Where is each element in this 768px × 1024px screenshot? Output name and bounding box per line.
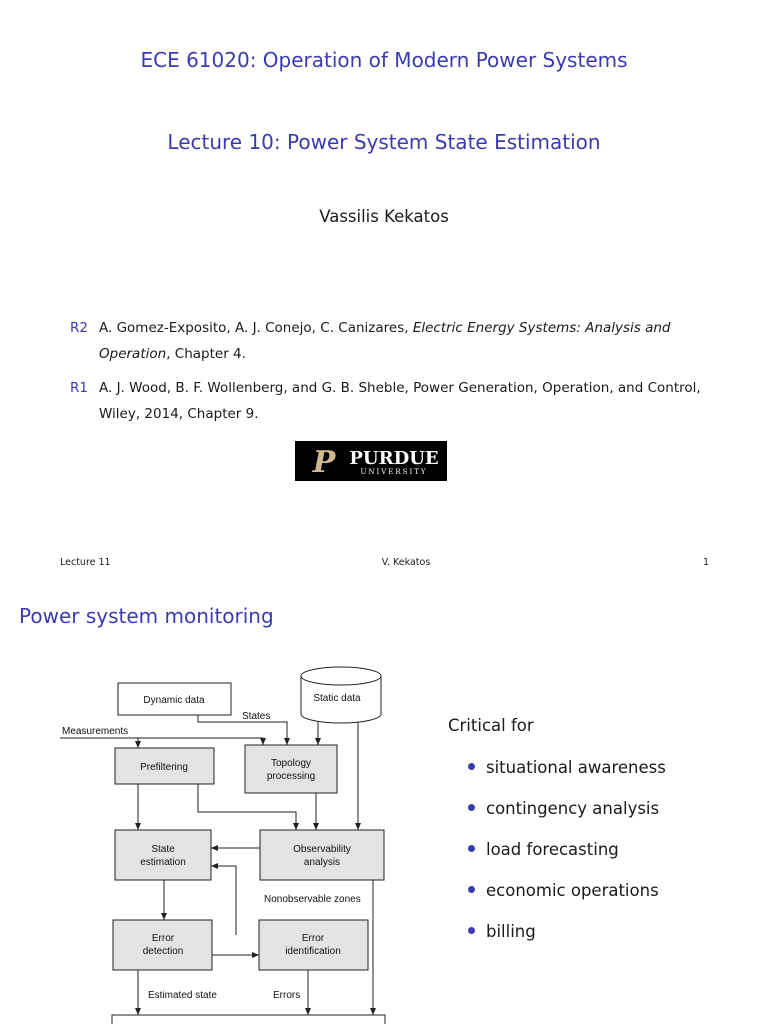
course-title: ECE 61020: Operation of Modern Power Systems: [140, 48, 628, 72]
list-item: economic operations: [468, 881, 666, 922]
monitoring-flow-diagram: [50, 660, 400, 1024]
reference-r2: [70, 315, 720, 367]
nonobservable-zones-label: Nonobservable zones: [264, 894, 361, 905]
observability-label-1: Observability: [293, 844, 351, 855]
topology-processing-box: [245, 745, 337, 793]
errors-label: Errors: [273, 990, 301, 1001]
reference-tag: R1: [70, 380, 88, 396]
static-data-label: Static data: [313, 693, 361, 704]
author-name: Vassilis Kekatos: [319, 207, 449, 226]
bullet-icon: [468, 763, 475, 770]
bullet-icon: [468, 804, 475, 811]
reference-r1: [70, 375, 720, 427]
topology-label-2: processing: [266, 771, 316, 782]
error-detection-label-1: Error: [151, 933, 175, 944]
list-item: situational awareness: [468, 758, 666, 799]
error-identification-label-1: Error: [301, 933, 325, 944]
prefiltering-label: Prefiltering: [140, 762, 188, 773]
bullet-icon: [468, 886, 475, 893]
footer-center: V. Kekatos: [381, 557, 431, 568]
list-item: load forecasting: [468, 840, 666, 881]
measurements-label: Measurements: [62, 726, 129, 737]
observability-analysis-box: [260, 830, 384, 880]
output-box: [112, 1015, 385, 1024]
logo-main-text: PURDUE: [349, 448, 439, 469]
logo-sub-text: UNIVERSITY: [360, 468, 428, 476]
reference-text: A. J. Wood, B. F. Wollenberg, and G. B. Sheble, Power Generation, Operation, and Control, Wiley, 2014, Chapter 9.: [99, 380, 701, 422]
purdue-logo: [295, 441, 447, 481]
critical-heading: Critical for: [448, 716, 534, 735]
error-identification-label-2: identification: [285, 946, 341, 957]
bullet-icon: [468, 845, 475, 852]
footer-page-number: 1: [703, 557, 710, 568]
list-item: contingency analysis: [468, 799, 666, 840]
estimated-state-label: Estimated state: [148, 990, 217, 1001]
dynamic-data-label: Dynamic data: [143, 695, 205, 706]
bullet-icon: [468, 927, 475, 934]
list-item: billing: [468, 922, 666, 963]
reference-text: A. Gomez-Exposito, A. J. Conejo, C. Canizares, Electric Energy Systems: Analysis and Operation, Chapter 4.: [99, 320, 671, 362]
bullet-list: [468, 758, 666, 963]
error-detection-label-2: detection: [142, 946, 184, 957]
state-estimation-box: [115, 830, 211, 880]
states-label: States: [242, 711, 271, 722]
lecture-title: Lecture 10: Power System State Estimation: [167, 130, 601, 154]
error-identification-box: [259, 920, 368, 970]
topology-label-1: Topology: [270, 758, 312, 769]
state-estimation-label-2: estimation: [140, 857, 186, 868]
reference-tag: R2: [70, 320, 88, 336]
observability-label-2: analysis: [303, 857, 341, 868]
error-detection-box: [113, 920, 212, 970]
state-estimation-label-1: State: [151, 844, 175, 855]
footer-left: Lecture 11: [60, 557, 111, 568]
slide-title: Power system monitoring: [19, 604, 274, 628]
logo-mark: P: [312, 445, 336, 480]
